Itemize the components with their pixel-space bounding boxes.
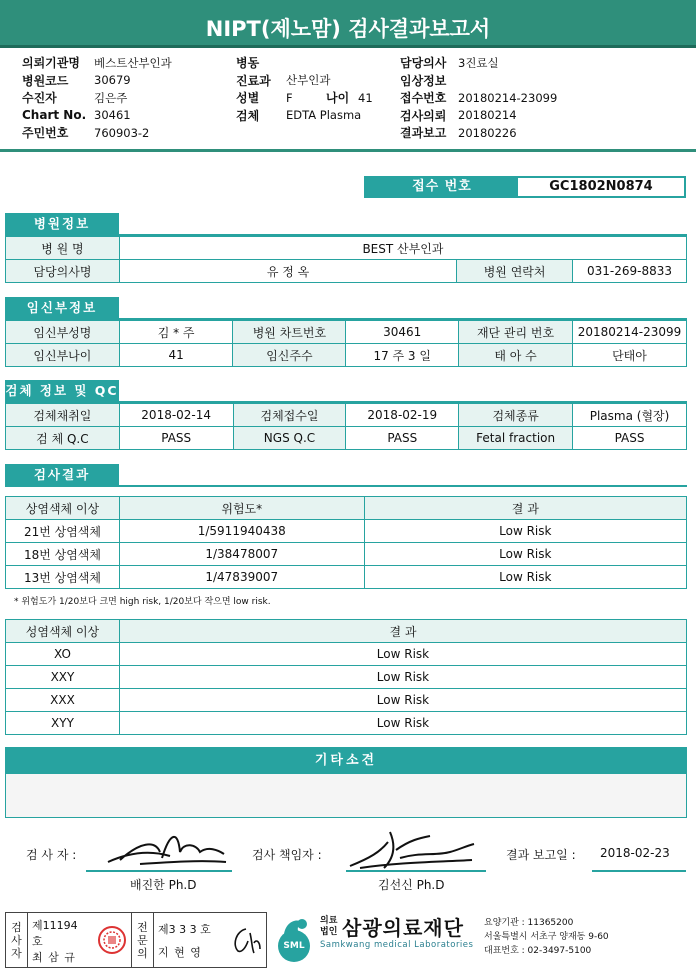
manager-name: 김선신 Ph.D	[378, 878, 445, 892]
row-name: 21번 상염색체	[6, 520, 120, 543]
specialist-license-name: 지 현 영	[158, 945, 202, 959]
head-autosome: 상염색체 이상	[6, 497, 120, 520]
label-clinical-info: 임상정보	[400, 73, 447, 88]
header-col-1	[22, 54, 172, 142]
org-contact	[484, 916, 609, 958]
table-row	[6, 666, 687, 689]
label-chart-number: 병원 차트번호	[233, 321, 346, 344]
manager-signature-icon	[340, 822, 480, 872]
value-request-date: 20180214	[458, 108, 517, 123]
value-age: 41	[358, 90, 373, 105]
value-hospital-code: 30679	[94, 73, 131, 88]
value-specimen: EDTA Plasma	[286, 108, 362, 123]
label-mgmt-number: 재단 관리 번호	[459, 321, 573, 344]
label-specimen-type: 검체종류	[459, 404, 573, 427]
misc-remarks-body	[5, 774, 687, 818]
row-risk: 1/5911940438	[119, 520, 364, 543]
label-collect-date: 검체채취일	[6, 404, 120, 427]
row-name: XYY	[6, 712, 120, 735]
value-receive-date: 2018-02-19	[346, 404, 459, 427]
row-name: 18번 상염색체	[6, 543, 120, 566]
value-specimen-qc: PASS	[119, 427, 233, 450]
head-result: 결 과	[364, 497, 686, 520]
row-name: XXY	[6, 666, 120, 689]
logo-badge-text: SML	[283, 941, 305, 951]
value-fetus-count: 단태아	[572, 344, 686, 367]
label-specialist-vertical: 전 문 의	[132, 913, 154, 967]
row-risk: 1/38478007	[119, 543, 364, 566]
tester-license	[28, 913, 92, 967]
tester-license-name: 최 삼 규	[32, 951, 76, 964]
label-ngs-qc: NGS Q.C	[233, 427, 346, 450]
row-result: Low Risk	[364, 520, 686, 543]
org-code: 요양기관 : 11365200	[484, 918, 574, 928]
org-address: 서울특별시 서초구 양재동 9-60	[484, 932, 609, 942]
value-specimen-type: Plasma (혈장)	[573, 404, 687, 427]
label-patient: 수진자	[22, 91, 57, 106]
label-receive-date: 검체접수일	[233, 404, 346, 427]
value-hospital-name: BEST 산부인과	[119, 237, 686, 260]
value-id-number: 760903-2	[94, 125, 150, 140]
value-report-date: 20180226	[458, 125, 517, 140]
head-risk: 위험도*	[119, 497, 364, 520]
value-chart-no: 30461	[94, 108, 131, 123]
label-fetal-fraction: Fetal fraction	[459, 427, 573, 450]
sex-chromosome-table	[5, 619, 687, 735]
row-result: Low Risk	[119, 689, 686, 712]
row-name: XO	[6, 643, 120, 666]
head-sex-chromosome: 성염색체 이상	[6, 620, 120, 643]
label-hospital-contact: 병원 연락처	[457, 260, 573, 283]
label-hospital-name: 병 원 명	[6, 237, 120, 260]
manager-label: 검사 책임자 :	[252, 848, 322, 862]
section-pregnant-info: 임신부정보	[5, 297, 119, 319]
date-line	[592, 870, 686, 872]
tester-line	[86, 870, 232, 872]
risk-note: * 위험도가 1/20보다 크면 high risk, 1/20보다 작으면 low risk.	[14, 597, 271, 607]
section-hospital-info: 병원정보	[5, 213, 119, 235]
label-pregnant-name: 임신부성명	[6, 321, 120, 344]
label-doctor: 담당의사	[400, 56, 447, 71]
manager-line	[346, 870, 486, 872]
org-english-name: Samkwang medical Laboratories	[320, 940, 474, 950]
value-chart-number: 30461	[346, 321, 459, 344]
label-specimen-qc: 검 체 Q.C	[6, 427, 120, 450]
row-result: Low Risk	[119, 643, 686, 666]
label-report-date: 결과보고	[400, 126, 447, 141]
pregnant-table	[5, 320, 687, 367]
receipt-value: GC1802N0874	[549, 179, 653, 194]
label-chart-no: Chart No.	[22, 108, 87, 123]
label-pregnant-age: 임신부나이	[6, 344, 120, 367]
label-age: 나이	[326, 91, 350, 106]
value-collect-date: 2018-02-14	[119, 404, 233, 427]
receipt-label: 접수 번호	[366, 178, 518, 196]
org-phone: 대표번호 : 02-3497-5100	[484, 946, 592, 956]
hospital-table	[5, 236, 687, 283]
org-prefix: 의료 법인	[320, 916, 338, 937]
receipt-number-box	[364, 176, 686, 198]
label-institution: 의뢰기관명	[22, 56, 80, 71]
license-box	[5, 912, 267, 968]
table-row	[6, 543, 687, 566]
value-patient: 김은주	[94, 90, 128, 105]
value-gestation-weeks: 17 주 3 일	[346, 344, 459, 367]
row-risk: 1/47839007	[119, 566, 364, 589]
label-doctor-name: 담당의사명	[6, 260, 120, 283]
label-fetus-count: 태 아 수	[459, 344, 573, 367]
value-mgmt-number: 20180214-23099	[572, 321, 686, 344]
specimen-table	[5, 403, 687, 450]
report-title: NIPT(제노맘) 검사결과보고서	[0, 0, 696, 48]
table-row	[6, 689, 687, 712]
official-seal-icon	[92, 913, 132, 967]
table-row	[6, 643, 687, 666]
row-result: Low Risk	[119, 712, 686, 735]
tester-signature-icon	[100, 822, 230, 872]
value-sex: F	[286, 90, 293, 105]
org-name: 삼광의료재단	[342, 916, 464, 940]
label-tester-vertical: 검 사 자	[6, 913, 28, 967]
section-line	[5, 485, 687, 487]
specialist-license-no: 제3 3 3 호	[158, 922, 211, 936]
label-ward: 병동	[236, 56, 260, 71]
label-accession: 접수번호	[400, 91, 447, 106]
specialist-signature-icon	[222, 913, 266, 967]
header-col-2	[236, 54, 373, 124]
table-row	[6, 520, 687, 543]
label-request-date: 검사의뢰	[400, 108, 447, 123]
value-pregnant-name: 김 * 주	[119, 321, 233, 344]
value-hospital-contact: 031-269-8833	[573, 260, 687, 283]
row-result: Low Risk	[364, 543, 686, 566]
header-col-3	[400, 54, 557, 142]
label-gestation-weeks: 임신주수	[233, 344, 346, 367]
label-hospital-code: 병원코드	[22, 73, 69, 88]
autosome-table	[5, 496, 687, 589]
row-name: XXX	[6, 689, 120, 712]
specialist-license	[154, 913, 222, 967]
tester-license-no: 제11194호	[32, 919, 78, 948]
table-row	[6, 566, 687, 589]
head-sex-result: 결 과	[119, 620, 686, 643]
row-name: 13번 상염색체	[6, 566, 120, 589]
value-fetal-fraction: PASS	[573, 427, 687, 450]
value-doctor: 3진료실	[458, 55, 499, 70]
report-date-value: 2018-02-23	[600, 846, 670, 860]
value-department: 산부인과	[286, 73, 331, 88]
label-specimen: 검체	[236, 108, 260, 123]
report-date-label: 결과 보고일 :	[506, 848, 576, 862]
value-institution: 베스트산부인과	[94, 55, 172, 70]
label-id-number: 주민번호	[22, 126, 69, 141]
section-specimen-qc: 검체 정보 및 QC	[5, 380, 119, 402]
row-result: Low Risk	[364, 566, 686, 589]
header-divider	[0, 149, 696, 152]
section-results: 검사결과	[5, 464, 119, 486]
misc-remarks-title: 기타소견	[5, 747, 687, 774]
label-sex: 성별	[236, 91, 260, 106]
value-pregnant-age: 41	[119, 344, 233, 367]
sml-logo-icon	[272, 914, 316, 964]
row-result: Low Risk	[119, 666, 686, 689]
tester-name: 배진한 Ph.D	[130, 878, 197, 892]
value-ngs-qc: PASS	[346, 427, 459, 450]
label-department: 진료과	[236, 73, 271, 88]
tester-label: 검 사 자 :	[26, 848, 77, 862]
value-accession: 20180214-23099	[458, 90, 558, 105]
value-doctor-name: 유 정 옥	[119, 260, 456, 283]
table-row	[6, 712, 687, 735]
